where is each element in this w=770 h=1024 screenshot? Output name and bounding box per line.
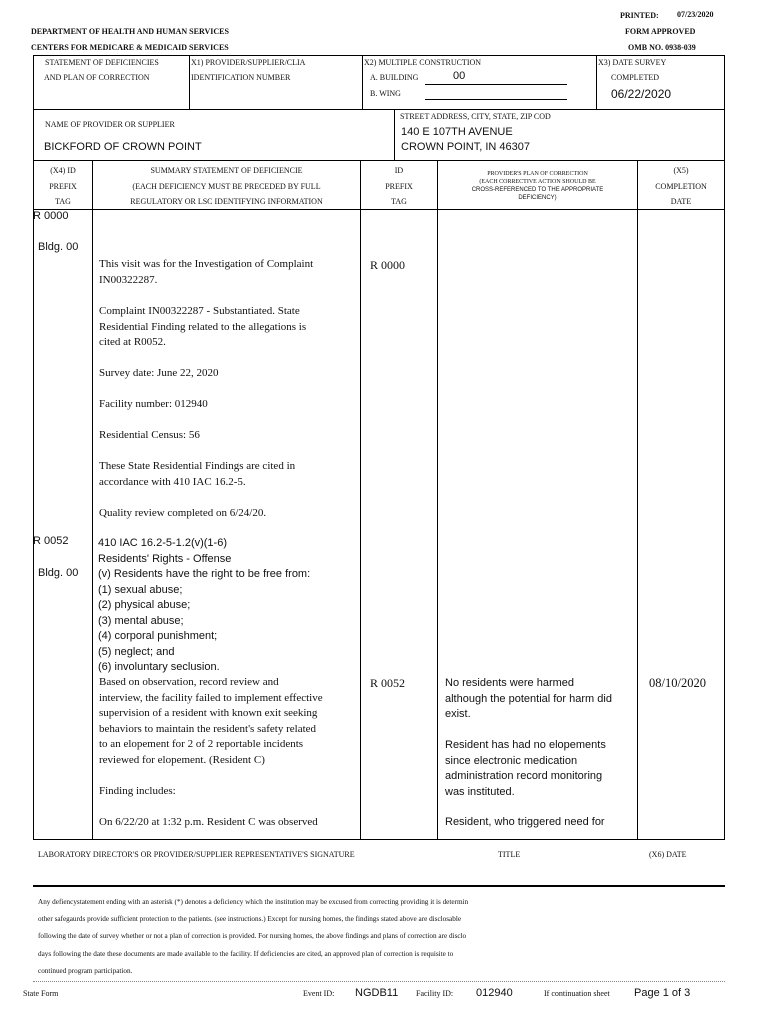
plan-text-1 (445, 676, 612, 723)
disclaimer-line: days following the date these documents are made available to the facility. If deficiencies are cited, an approved plan of correction is requisite to (38, 949, 454, 958)
text-line: since electronic medication (445, 754, 578, 767)
event-id-value: NGDB11 (355, 987, 399, 999)
complaint-intro (99, 257, 313, 288)
provider-name: BICKFORD OF CROWN POINT (44, 141, 202, 153)
plan-header-2: (EACH CORRECTIVE ACTION SHOULD BE (479, 179, 596, 185)
id-r0000: R 0000 (370, 258, 406, 272)
text-line: behaviors to maintain the resident's safety related (99, 722, 317, 735)
quality-review: Quality review completed on 6/24/20. (99, 507, 267, 519)
facility-id-value: 012940 (476, 987, 513, 999)
findings-cited (99, 459, 295, 490)
r0052-finding (99, 675, 323, 768)
text-line: 410 IAC 16.2-5-1.2(v)(1-6) (98, 537, 227, 549)
completion-date: 08/10/2020 (649, 676, 706, 690)
resident-observed: On 6/22/20 at 1:32 p.m. Resident C was observed (99, 816, 318, 828)
state-form-label: State Form (23, 989, 59, 998)
x5-header-1: (X5) (673, 166, 689, 175)
x5-header-3: DATE (670, 197, 692, 206)
text-line: Residents' Rights - Offense (98, 552, 232, 565)
finding-includes: Finding includes: (99, 785, 176, 797)
plan-header-4: DEFICIENCY) (518, 195, 557, 201)
disclaimer-line: other safegaurds provide sufficient protection to the patients. (see instructions.) Except for nursing homes, the findings stated above are disclosable (38, 915, 462, 924)
title-label: TITLE (498, 850, 521, 859)
text-line: (5) neglect; and (98, 645, 175, 658)
text-line: (6) involuntary seclusion. (98, 661, 220, 673)
page-number: Page 1 of 3 (634, 987, 691, 999)
disclaimer-line: Any defiencystatement ending with an asterisk (*) denotes a deficiency which the institution may be excused from correcting providing it is determin (38, 898, 469, 906)
clia-label-2: IDENTIFICATION NUMBER (191, 73, 291, 82)
text-line: (1) sexual abuse; (98, 583, 183, 596)
summary-header-1: SUMMARY STATEMENT OF DEFICIENCIE (150, 166, 303, 175)
id-r0052: R 0052 (370, 676, 406, 690)
statement-label-2: AND PLAN OF CORRECTION (44, 73, 150, 82)
address-line-2: CROWN POINT, IN 46307 (401, 141, 530, 153)
text-line: Residential Finding related to the allegations is (99, 320, 307, 333)
id-header-2: PREFIX (385, 182, 413, 191)
completed-label: COMPLETED (611, 73, 659, 82)
signature-label: LABORATORY DIRECTOR'S OR PROVIDER/SUPPLIER REPRESENTATIVE'S SIGNATURE (38, 850, 355, 859)
plan-header-3: CROSS-REFERENCED TO THE APPROPRIATE (471, 187, 604, 193)
disclaimer-line: following the date of survey whether or not a plan of correction is provided. For nursing homes, the above findings and plans of correction are disclo (38, 932, 467, 941)
text-line: cited at R0052. (99, 336, 166, 348)
bldg-label-2: Bldg. 00 (38, 567, 79, 579)
text-line: (2) physical abuse; (98, 599, 191, 611)
text-line: This visit was for the Investigation of Complaint (99, 258, 314, 270)
text-line: These State Residential Findings are cited in (99, 460, 296, 472)
date-survey-label: X3) DATE SURVEY (598, 58, 667, 67)
id-header-1: ID (394, 166, 404, 175)
text-line: administration record monitoring (445, 770, 603, 782)
printed-label: PRINTED: (620, 11, 659, 20)
r0052-regulation (98, 536, 310, 676)
text-line: IN00322287. (99, 273, 158, 286)
wing-label: B. WING (370, 89, 401, 98)
plan-text-3: Resident, who triggered need for (445, 816, 605, 828)
x4-header-3: TAG (55, 197, 71, 206)
text-line: although the potential for harm did (445, 692, 612, 705)
date-survey-value: 06/22/2020 (611, 87, 672, 101)
multiple-construction-label: X2) MULTIPLE CONSTRUCTION (364, 58, 482, 67)
plan-text-2 (445, 738, 606, 800)
text-line: exist. (445, 708, 471, 720)
text-line: supervision of a resident with known exit seeking (99, 707, 318, 719)
text-line: reviewed for elopement. (Resident C) (99, 753, 265, 766)
text-line: No residents were harmed (445, 677, 575, 689)
complaint-substantiated (99, 304, 306, 351)
text-line: (3) mental abuse; (98, 614, 184, 627)
facility-id-label: Facility ID: (416, 989, 454, 998)
provider-name-label: NAME OF PROVIDER OR SUPPLIER (45, 120, 175, 129)
text-line: was instituted. (445, 785, 515, 798)
tag-r0052: R 0052 (33, 535, 69, 547)
x4-header-1: (X4) ID (50, 166, 76, 175)
form-approved: FORM APPROVED (625, 27, 696, 36)
summary-header-3: REGULATORY OR LSC IDENTIFYING INFORMATION (130, 197, 323, 206)
text-line: Resident has had no elopements (445, 739, 606, 751)
residential-census: Residential Census: 56 (99, 429, 200, 441)
clia-label-1: X1) PROVIDER/SUPPLIER/CLIA (191, 58, 306, 67)
text-line: to an elopement for 2 of 2 reportable incidents (99, 738, 304, 750)
department-title: DEPARTMENT OF HEALTH AND HUMAN SERVICES (31, 27, 229, 36)
text-line: interview, the facility failed to implement effective (99, 691, 323, 704)
text-line: (v) Residents have the right to be free from: (98, 568, 311, 580)
continuation-label: If continuation sheet (544, 989, 610, 998)
x4-header-2: PREFIX (49, 182, 77, 191)
building-label: A. BUILDING (370, 73, 419, 82)
id-header-3: TAG (391, 197, 407, 206)
survey-date: Survey date: June 22, 2020 (99, 367, 219, 379)
x5-header-2: COMPLETION (655, 182, 707, 191)
disclaimer-line: continued program participation. (38, 966, 133, 975)
plan-header-1: PROVIDER'S PLAN OF CORRECTION (487, 171, 588, 177)
centers-title: CENTERS FOR MEDICARE & MEDICAID SERVICES (31, 43, 229, 52)
address-label: STREET ADDRESS, CITY, STATE, ZIP COD (400, 112, 551, 121)
summary-header-2: (EACH DEFICIENCY MUST BE PRECEDED BY FULL (132, 182, 321, 191)
text-line: (4) corporal punishment; (98, 630, 218, 642)
text-line: accordance with 410 IAC 16.2-5. (99, 475, 246, 488)
tag-r0000: R 0000 (33, 210, 69, 222)
x6-date-label: (X6) DATE (649, 850, 687, 859)
bldg-label-1: Bldg. 00 (38, 241, 79, 253)
building-value: 00 (453, 70, 466, 82)
text-line: Complaint IN00322287 - Substantiated. State (99, 305, 300, 317)
disclaimer (38, 894, 468, 980)
text-line: Based on observation, record review and (99, 676, 279, 688)
printed-date: 07/23/2020 (677, 10, 714, 19)
event-id-label: Event ID: (303, 989, 335, 998)
address-line-1: 140 E 107TH AVENUE (401, 126, 513, 138)
omb-number: OMB NO. 0938-039 (628, 43, 696, 52)
facility-number: Facility number: 012940 (99, 398, 208, 410)
statement-label-1: STATEMENT OF DEFICIENCIES (45, 58, 159, 67)
